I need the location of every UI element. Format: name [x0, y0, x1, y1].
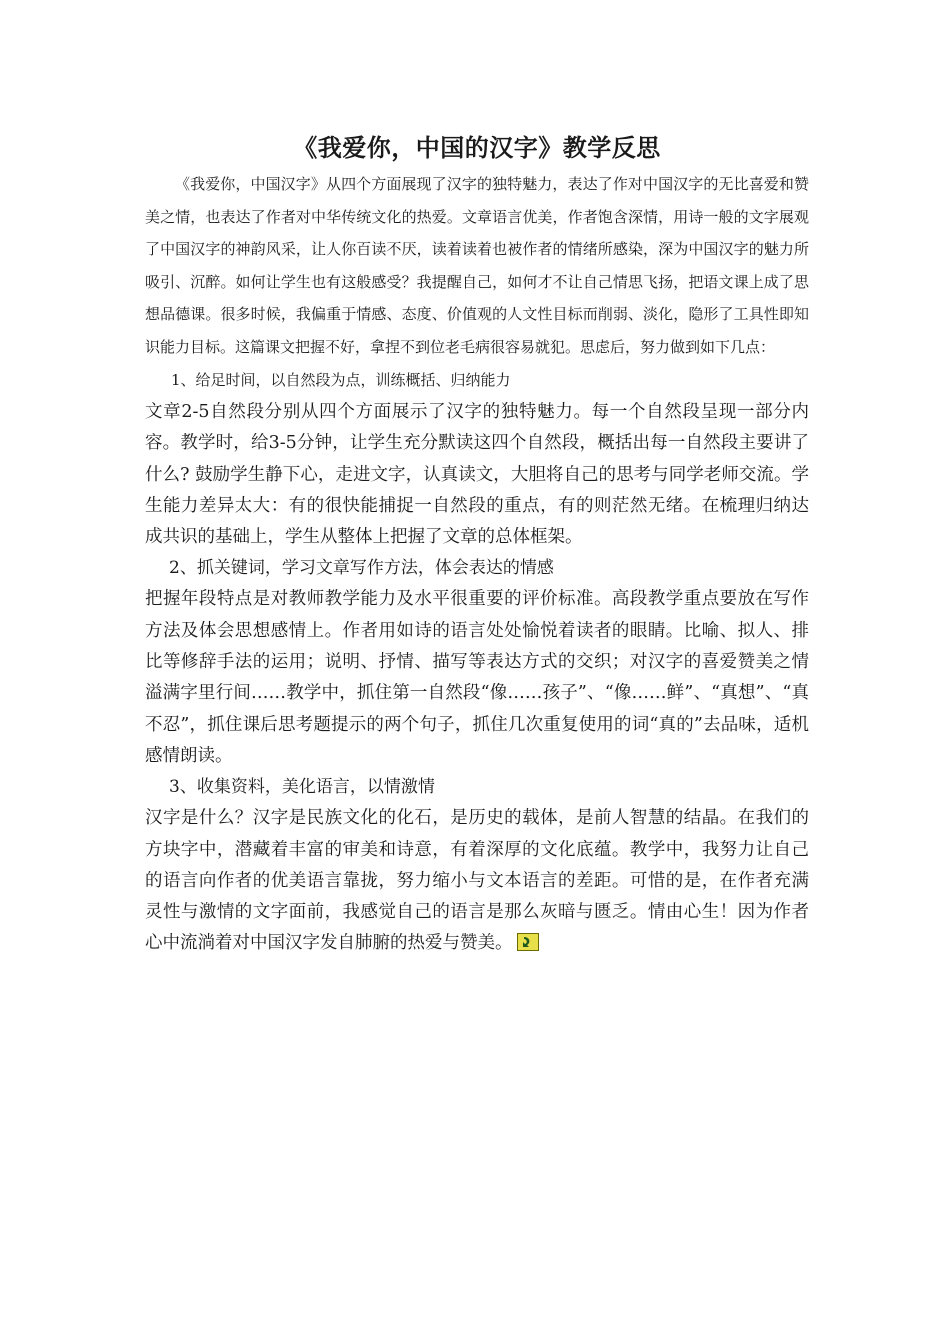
return-arrow-icon[interactable]	[517, 931, 539, 949]
section-heading-1: 1、给足时间，以自然段为点，训练概括、归纳能力	[171, 371, 511, 389]
document-page	[145, 130, 809, 960]
section-heading-3: 3、收集资料，美化语言，以情激情	[169, 777, 435, 798]
section-heading-2: 2、抓关键词，学习文章写作方法，体会表达的情感	[169, 558, 554, 579]
document-title: 《我爱你，中国的汉字》教学反思	[293, 134, 661, 162]
intro-paragraph: 《我爱你，中国汉字》从四个方面展现了汉字的独特魅力，表达了作对中国汉字的无比喜爱和赞美之情，也表达了作者对中华传统文化的热爱。文章语言优美，作者饱含深情，用诗一般的文字展观了中国汉字的神韵风采，让人你百读不厌，读着读着也被作者的情绪所感染，深为中国汉字的魅力所吸引、沉醉。如何让学生也有这般感受？我提醒自己，如何才不让自己情思飞扬，把语文课上成了思想品德课。很多时候，我偏重于情感、态度、价值观的人文性目标而削弱、淡化，隐形了工具性即知识能力目标。这篇课文把握不好，拿捏不到位老毛病很容易就犯。思虑后，努力做到如下几点：	[145, 175, 809, 356]
section-body-2: 把握年段特点是对教师教学能力及水平很重要的评价标准。高段教学重点要放在写作方法及体会思想感情上。作者用如诗的语言处处愉悦着读者的眼睛。比喻、拟人、排比等修辞手法的运用；说明、抒情、描写等表达方式的交织；对汉字的喜爱赞美之情溢满字里行间……教学中，抓住第一自然段“像……孩子”、“像……鲜”、“真想”、“真不忍”，抓住课后思考题提示的两个句子，抓住几次重复使用的词“真的”去品味，适机感情朗读。	[145, 589, 809, 766]
section-body-1: 文章2-5自然段分别从四个方面展示了汉字的独特魅力。每一个自然段呈现一部分内容。教学时，给3-5分钟，让学生充分默读这四个自然段，概括出每一自然段主要讲了什么? 鼓励学生静下心，走进文字，认真读文，大胆将自己的思考与同学老师交流。学生能力差异太大：有的很快能捕捉一自然段的重点，有的则茫然无绪。在梳理归纳达成共识的基础上，学生从整体上把握了文章的总体框架。	[145, 402, 809, 548]
section-body-3-wrapper	[145, 803, 809, 959]
section-body-3: 汉字是什么？汉字是民族文化的化石，是历史的载体，是前人智慧的结晶。在我们的方块字中，潜藏着丰富的审美和诗意，有着深厚的文化底蕴。教学中，我努力让自己的语言向作者的优美语言靠拢，努力缩小与文本语言的差距。可惜的是，在作者充满灵性与激情的文字面前，我感觉自己的语言是那么灰暗与匮乏。情由心生！因为作者心中流淌着对中国汉字发自肺腑的热爱与赞美。	[145, 808, 809, 954]
